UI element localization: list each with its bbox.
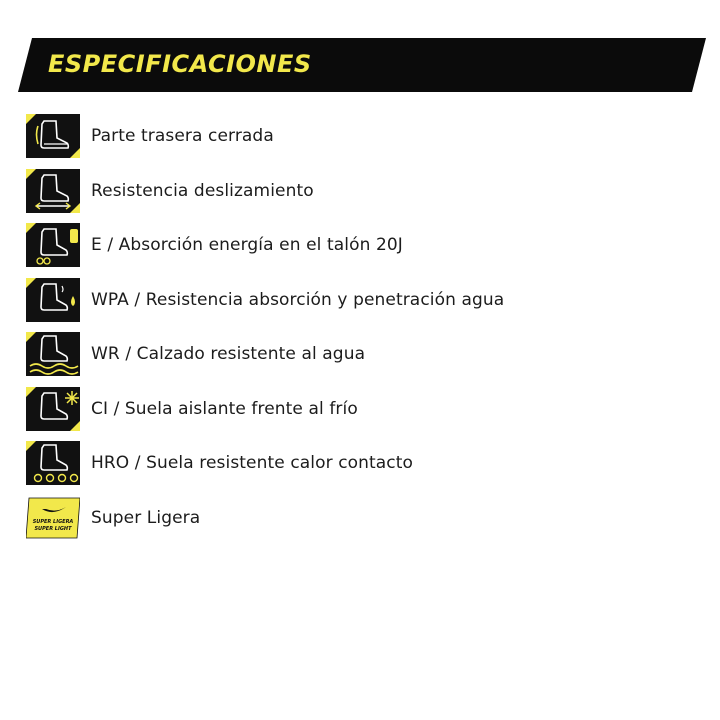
spec-label: E / Absorción energía en el talón 20J [91,235,403,256]
spec-label: Parte trasera cerrada [91,126,274,147]
heat-resistant-sole-boot-icon [26,441,80,485]
list-item [26,327,696,382]
svg-text:SUPER LIGHT: SUPER LIGHT [34,525,72,532]
spec-label: HRO / Suela resistente calor contacto [91,453,414,474]
closed-heel-boot-icon [26,114,80,158]
list-item [26,164,696,219]
list-item [26,382,696,437]
slip-resistance-boot-icon [26,169,80,213]
water-resistant-boot-icon [26,332,80,376]
specs-header-banner [18,38,706,92]
cold-insulation-boot-icon [26,387,80,431]
list-item [26,109,696,164]
spec-list [26,109,696,545]
spec-label: WPA / Resistencia absorción y penetración agua [91,289,505,310]
spec-label: Super Ligera [91,507,201,528]
list-item [26,218,696,273]
list-item [26,273,696,328]
heel-energy-absorption-icon [26,223,80,267]
list-item [26,436,696,491]
water-penetration-boot-icon [26,278,80,322]
super-light-feather-icon [26,496,80,540]
page-title: ESPECIFICACIONES [48,50,312,78]
spec-label: Resistencia deslizamiento [91,180,314,201]
spec-label: CI / Suela aislante frente al frío [91,398,358,419]
spec-label: WR / Calzado resistente al agua [91,344,366,365]
list-item [26,491,696,546]
svg-text:SUPER LIGERA: SUPER LIGERA [32,518,74,525]
